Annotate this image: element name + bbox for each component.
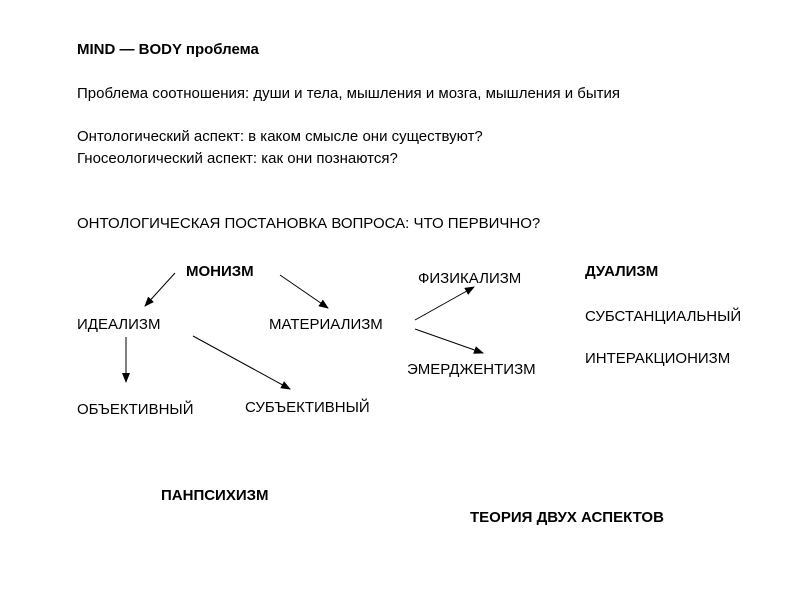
ontological-question: ОНТОЛОГИЧЕСКАЯ ПОСТАНОВКА ВОПРОСА: ЧТО ПЕРВИЧНО? — [77, 215, 541, 232]
arrow-idealism-to-subjective — [193, 336, 290, 389]
gnoseological-aspect: Гносеологический аспект: как они познаются? — [77, 150, 398, 167]
arrow-monism-to-idealism — [145, 273, 175, 306]
node-emergentism: ЭМЕРДЖЕНТИЗМ — [407, 361, 536, 378]
problem-line: Проблема соотношения: души и тела, мышления и мозга, мышления и бытия — [77, 85, 621, 102]
node-dualism: ДУАЛИЗМ — [585, 263, 659, 280]
page-title: MIND — BODY проблема — [77, 41, 259, 58]
arrow-materialism-to-physicalism — [415, 287, 474, 320]
node-interactionism: ИНТЕРАКЦИОНИЗМ — [585, 350, 731, 367]
node-monism: МОНИЗМ — [186, 263, 254, 280]
node-materialism: МАТЕРИАЛИЗМ — [269, 316, 383, 333]
arrow-materialism-to-emergentism — [415, 329, 483, 353]
node-panpsychism: ПАНПСИХИЗМ — [161, 487, 269, 504]
node-subjective: СУБЪЕКТИВНЫЙ — [245, 399, 370, 416]
node-objective: ОБЪЕКТИВНЫЙ — [77, 401, 194, 418]
node-idealism: ИДЕАЛИЗМ — [77, 316, 161, 333]
arrow-monism-to-materialism — [280, 275, 328, 308]
node-dual-aspect-theory: ТЕОРИЯ ДВУХ АСПЕКТОВ — [470, 509, 664, 526]
node-physicalism: ФИЗИКАЛИЗМ — [418, 270, 522, 287]
ontological-aspect: Онтологический аспект: в каком смысле они существуют? — [77, 128, 483, 145]
node-substantial: СУБСТАНЦИАЛЬНЫЙ — [585, 308, 742, 325]
